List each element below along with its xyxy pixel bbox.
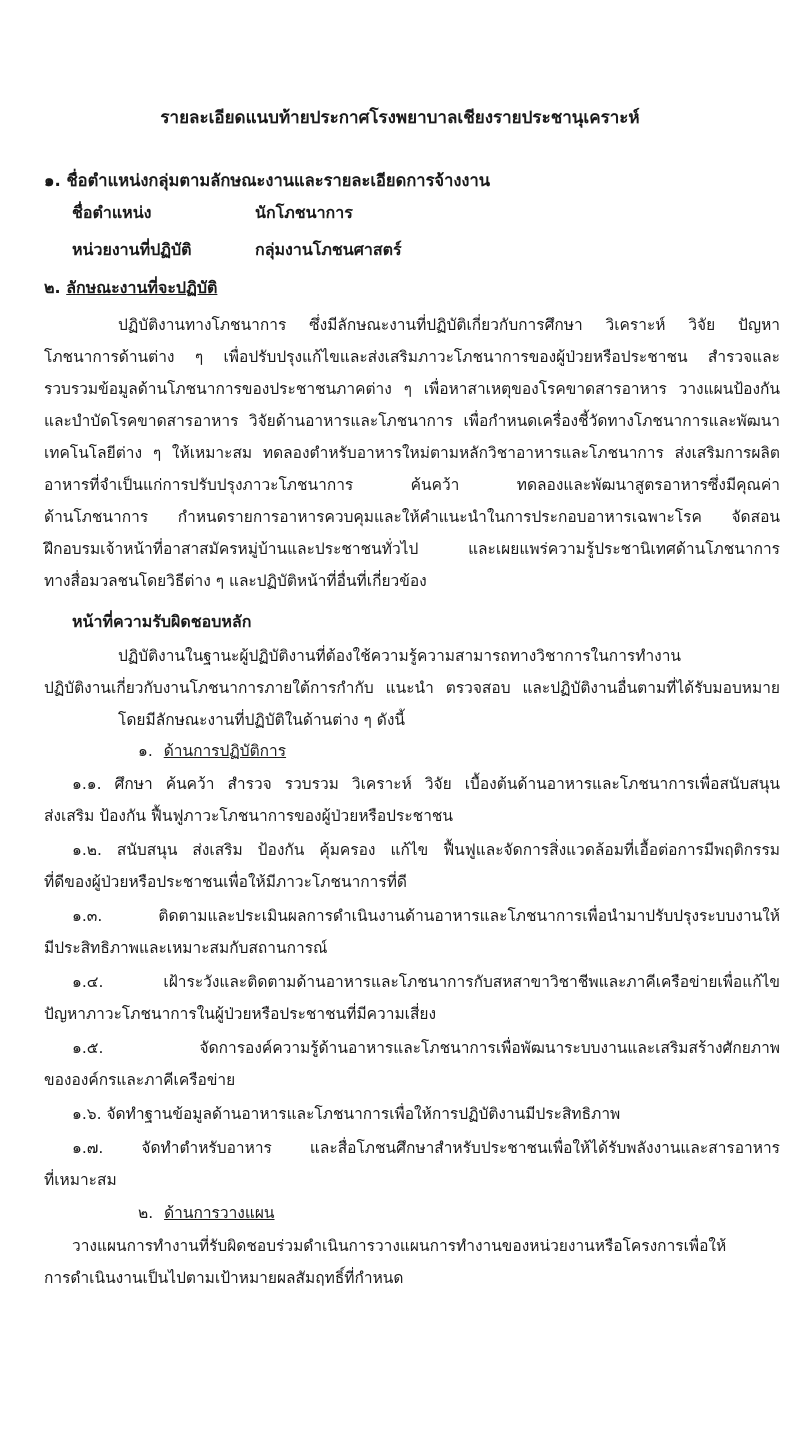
duty-item-first-line: ๑.๑. ศึกษา ค้นคว้า สำรวจ รวบรวม วิเคราะห์ วิจัย เบื้องต้นด้านอาหารและโภชนาการเพื่อสนับสนุน xyxy=(72,775,780,793)
duty-item-first-line: ๑.๓. ติดตามและประเมินผลการดำเนินงานด้านอาหารและโภชนาการเพื่อนำมาปรับปรุงระบบงานให้ xyxy=(72,907,780,925)
subsection-planning-heading xyxy=(138,1200,275,1225)
subsection-title: ด้านการปฏิบัติการ xyxy=(163,742,287,760)
paragraph-line: ฝึกอบรมเจ้าหน้าที่อาสาสมัครหมู่บ้านและประชาชนทั่วไป และเผยแพร่ความรู้ประชานิเทศด้านโภชนาการ xyxy=(44,540,780,558)
duties-intro-line: ปฏิบัติงานในฐานะผู้ปฏิบัติงานที่ต้องใช้ความรู้ความสามารถทางวิชาการในการทำงาน xyxy=(118,647,682,665)
planning-line: วางแผนการทำงานที่รับผิดชอบร่วมดำเนินการวางแผนการทำงานของหน่วยงานหรือโครงการเพื่อให้ xyxy=(72,1237,727,1255)
paragraph-line: รวบรวมข้อมูลด้านโภชนาการของประชาชนภาคต่าง ๆ เพื่อหาสาเหตุของโรคขาดสารอาหาร วางแผนป้องกัน xyxy=(44,380,780,398)
duty-item-first-line: ๑.๕. จัดการองค์ความรู้ด้านอาหารและโภชนาการเพื่อพัฒนาระบบงานและเสริมสร้างศักยภาพ xyxy=(72,1039,780,1057)
subsection-number: ๒. xyxy=(138,1204,154,1222)
planning-line: การดำเนินงานเป็นไปตามเป้าหมายผลสัมฤทธิ์ที่กำหนด xyxy=(44,1269,404,1287)
section1-heading: ๑. ชื่อตำแหน่งกลุ่มตามลักษณะงานและรายละเอียดการจ้างงาน xyxy=(44,171,491,190)
duty-item-first-line: ๑.๗. จัดทำตำหรับอาหาร และสื่อโภชนศึกษาสำหรับประชาชนเพื่อให้ได้รับพลังงานและสารอาหาร xyxy=(72,1139,780,1157)
duties-intro-line: โดยมีลักษณะงานที่ปฏิบัติในด้านต่าง ๆ ดังนี้ xyxy=(118,711,406,729)
duty-item-rest-line: ปัญหาภาวะโภชนาการในผู้ป่วยหรือประชาชนที่มีความเสี่ยง xyxy=(44,1005,437,1023)
subsection-number: ๑. xyxy=(138,742,153,760)
duty-item-first-line: ๑.๖. จัดทำฐานข้อมูลด้านอาหารและโภชนาการเพื่อให้การปฏิบัติงานมีประสิทธิภาพ xyxy=(72,1105,621,1123)
unit-value: กลุ่มงานโภชนศาสตร์ xyxy=(255,240,402,259)
paragraph-line: ด้านโภชนาการ กำหนดรายการอาหารควบคุมและให้คำแนะนำในการประกอบอาหารเฉพาะโรค จัดสอน xyxy=(44,508,780,526)
paragraph-line: ทางสื่อมวลชนโดยวิธีต่าง ๆ และปฏิบัติหน้าที่อื่นที่เกี่ยวข้อง xyxy=(44,572,427,590)
document-title: รายละเอียดแนบท้ายประกาศโรงพยาบาลเชียงรายประชานุเคราะห์ xyxy=(160,108,640,128)
duty-item-rest-line: ขององค์กรและภาคีเครือข่าย xyxy=(44,1071,236,1089)
paragraph-line: และบำบัดโรคขาดสารอาหาร วิจัยด้านอาหารและโภชนาการ เพื่อกำหนดเครื่องชี้วัดทางโภชนาการและพัฒนา xyxy=(44,412,780,430)
subsection-operations-heading xyxy=(138,738,286,763)
section2-heading xyxy=(44,276,217,301)
duty-item-rest-line: ที่ดีของผู้ป่วยหรือประชาชนเพื่อให้มีภาวะโภชนาการที่ดี xyxy=(44,873,407,891)
paragraph-line: เทคโนโลยีต่าง ๆ ให้เหมาะสม ทดลองตำหรับอาหารใหม่ตามหลักวิชาอาหารและโภชนาการ ส่งเสริมการผลิต xyxy=(44,444,780,462)
unit-label: หน่วยงานที่ปฏิบัติ xyxy=(72,240,192,259)
section2-number: ๒. xyxy=(44,278,61,297)
paragraph-line: โภชนาการด้านต่าง ๆ เพื่อปรับปรุงแก้ไขและส่งเสริมภาวะโภชนาการของผู้ป่วยหรือประชาชน สำรวจและ xyxy=(44,348,780,366)
duty-item-first-line: ๑.๒. สนับสนุน ส่งเสริม ป้องกัน คุ้มครอง แก้ไข ฟื้นฟูและจัดการสิ่งแวดล้อมที่เอื้อต่อการมีพฤติกรรม xyxy=(72,841,780,859)
paragraph-line: อาหารที่จำเป็นแก่การปรับปรุงภาวะโภชนาการ ค้นคว้า ทดลองและพัฒนาสูตรอาหารซึ่งมีคุณค่า xyxy=(44,476,780,494)
duty-item-rest-line: ที่เหมาะสม xyxy=(44,1171,117,1189)
position-label: ชื่อตำแหน่ง xyxy=(72,203,152,222)
duty-item-first-line: ๑.๔. เฝ้าระวังและติดตามด้านอาหารและโภชนาการกับสหสาขาวิชาชีพและภาคีเครือข่ายเพื่อแก้ไข xyxy=(72,973,780,991)
duty-item-rest-line: มีประสิทธิภาพและเหมาะสมกับสถานการณ์ xyxy=(44,939,328,957)
position-value: นักโภชนาการ xyxy=(255,203,353,222)
duty-item-rest-line: ส่งเสริม ป้องกัน ฟื้นฟูภาวะโภชนาการของผู้ป่วยหรือประชาชน xyxy=(44,807,454,825)
section2-heading-text: ลักษณะงานที่จะปฏิบัติ xyxy=(66,278,218,297)
duties-heading: หน้าที่ความรับผิดชอบหลัก xyxy=(72,612,252,631)
subsection-title: ด้านการวางแผน xyxy=(164,1204,275,1222)
paragraph-line: ปฏิบัติงานทางโภชนาการ ซึ่งมีลักษณะงานที่ปฏิบัติเกี่ยวกับการศึกษา วิเคราะห์ วิจัย ปัญหา xyxy=(118,316,780,334)
duties-intro-line: ปฏิบัติงานเกี่ยวกับงานโภชนาการภายใต้การกำกับ แนะนำ ตรวจสอบ และปฏิบัติงานอื่นตามที่ได้รับมอบหมาย xyxy=(44,679,780,697)
